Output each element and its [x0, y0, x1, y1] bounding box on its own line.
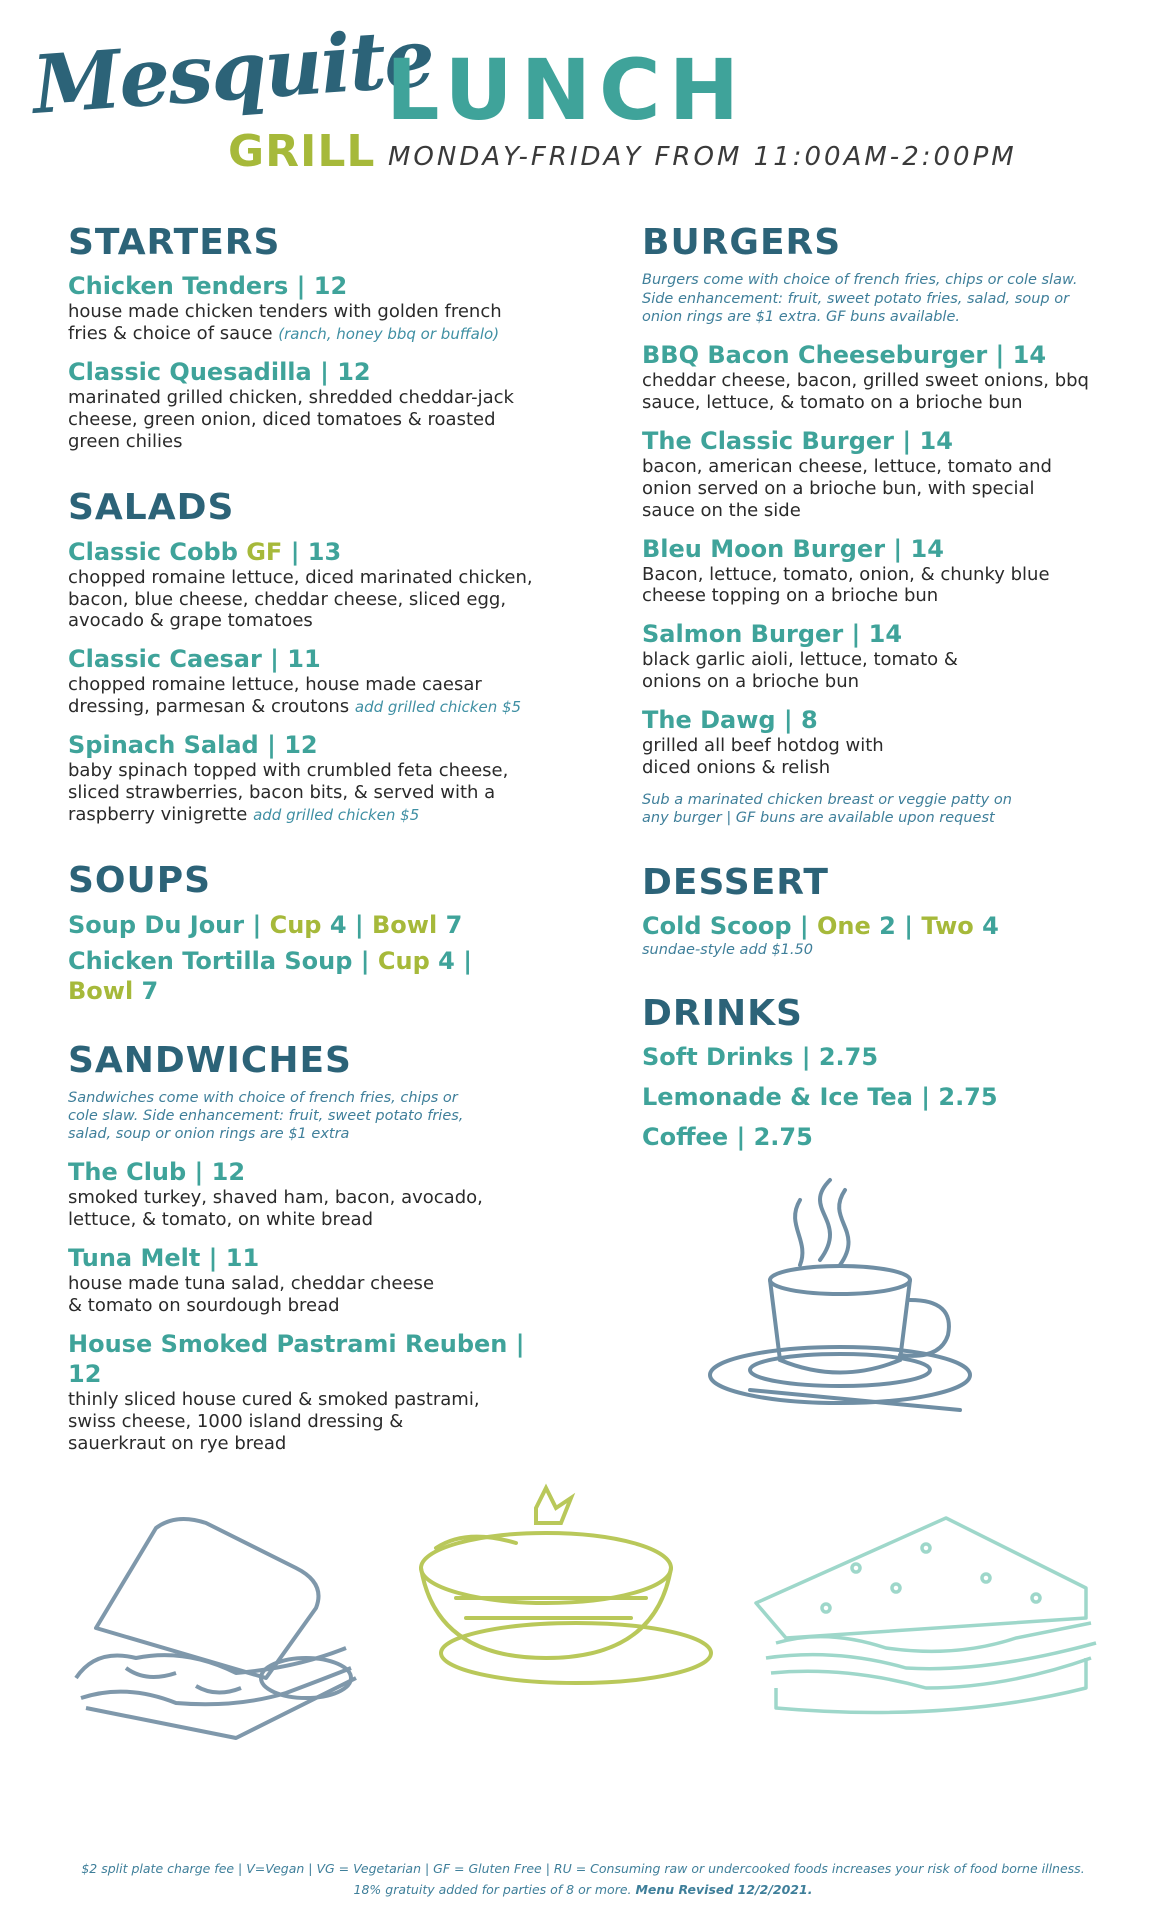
item-desc: house made tuna salad, cheddar cheese & tomato on sourdough bread	[68, 1273, 435, 1317]
dessert-note: sundae-style add $1.50	[642, 941, 813, 958]
item-desc: cheddar cheese, bacon, grilled sweet onions, bbq sauce, lettuce, & tomato on a brioche bun	[642, 369, 1089, 413]
item-name: Chicken Tenders | 12	[68, 272, 348, 301]
soup-bowl-icon	[396, 1468, 716, 1688]
item-name: Classic Quesadilla | 12	[68, 358, 371, 387]
item-desc: Bacon, lettuce, tomato, onion, & chunky blue cheese topping on a brioche bun	[642, 563, 1050, 607]
left-column	[68, 222, 538, 1489]
footer-line2: 18% gratuity added for parties of 8 or more.	[353, 1882, 632, 1898]
two-label: Two	[921, 911, 974, 940]
section-drinks	[642, 993, 1092, 1152]
bowl-price: 7	[141, 976, 159, 1005]
drink-item: Lemonade & Ice Tea | 2.75	[642, 1083, 998, 1112]
gf-badge: GF	[246, 537, 283, 566]
item-desc: chopped romaine lettuce, diced marinated chicken, bacon, blue cheese, cheddar cheese, sliced egg, avocado & grape tomatoes	[68, 566, 533, 632]
item-desc: black garlic aioli, lettuce, tomato & onions on a brioche bun	[642, 649, 958, 693]
cup-price: 4	[438, 946, 455, 975]
item-name: Spinach Salad | 12	[68, 731, 318, 760]
item-note: (ranch, honey bbq or buffalo)	[278, 325, 500, 344]
menu-revised: Menu Revised 12/2/2021.	[635, 1882, 813, 1898]
item-name: The Dawg | 8	[642, 706, 818, 735]
section-note: Sandwiches come with choice of french fries, chips or cole slaw. Side enhancement: fruit, sweet potato fries, salad, soup or onion rings are $1 extra	[68, 1089, 464, 1143]
drink-item: Soft Drinks | 2.75	[642, 1043, 879, 1072]
separator: |	[904, 911, 913, 940]
section-starters	[68, 222, 538, 453]
cup-label: Cup	[269, 910, 322, 939]
item-name: House Smoked Pastrami Reuben | 12	[68, 1330, 525, 1389]
one-price: 2	[879, 911, 896, 940]
club-sandwich-icon	[746, 1508, 1106, 1728]
item-name: Classic Caesar | 11	[68, 645, 321, 674]
item-name: Bleu Moon Burger | 14	[642, 534, 944, 563]
item-desc: marinated grilled chicken, shredded cheddar-jack cheese, green onion, diced tomatoes & roasted green chilies	[68, 387, 514, 453]
section-title: DRINKS	[642, 993, 803, 1035]
item-name: Soup Du Jour | Cup 4 | Bowl 7	[68, 910, 463, 939]
item-note: add grilled chicken $5	[354, 698, 522, 717]
item-desc-text: baby spinach topped with crumbled feta cheese, sliced strawberries, bacon bits, & served with a raspberry vinigrette	[68, 760, 509, 826]
item-name: BBQ Bacon Cheeseburger | 14	[642, 340, 1047, 369]
section-dessert	[642, 862, 1092, 960]
section-title: BURGERS	[642, 222, 842, 263]
item-desc	[68, 301, 538, 345]
item-name: Chicken Tortilla Soup | Cup 4 | Bowl 7	[68, 946, 472, 1005]
page-title: LUNCH	[386, 41, 747, 139]
footer-line1: $2 split plate charge fee | V=Vegan | VG = Vegetarian | GF = Gluten Free | RU = Consuming raw or undercooked foods increases your risk of food borne illness.	[81, 1861, 1085, 1876]
item-name-text: Classic Cobb	[68, 537, 238, 566]
one-label: One	[817, 911, 871, 940]
section-burgers	[642, 222, 1092, 828]
item-desc: bacon, american cheese, lettuce, tomato and onion served on a brioche bun, with special sauce on the side	[642, 455, 1052, 521]
coffee-cup-icon	[700, 1170, 980, 1430]
section-title: SOUPS	[68, 860, 212, 902]
logo-mesquite: Mesquite	[29, 10, 436, 132]
item-desc-text: house made chicken tenders with golden french fries & choice of sauce	[68, 301, 502, 345]
item-desc-text: chopped romaine lettuce, house made caesar dressing, parmesan & croutons	[68, 674, 482, 718]
cup-price: 4	[329, 910, 347, 939]
item-name: Salmon Burger | 14	[642, 620, 903, 649]
section-title: SALADS	[68, 487, 235, 529]
item-desc: grilled all beef hotdog with diced onions & relish	[642, 735, 884, 779]
bowl-price: 7	[445, 910, 463, 939]
sandwich-icon	[66, 1508, 376, 1748]
item-desc	[68, 674, 538, 718]
bowl-label: Bowl	[372, 910, 438, 939]
bowl-label: Bowl	[68, 976, 134, 1005]
drink-item: Coffee | 2.75	[642, 1123, 813, 1152]
section-title: STARTERS	[68, 222, 281, 263]
section-note: Burgers come with choice of french fries, chips or cole slaw. Side enhancement: fruit, sweet potato fries, salad, soup or onion rings are $1 extra. GF buns available.	[642, 272, 1078, 325]
item-name	[642, 911, 1092, 941]
two-price: 4	[982, 911, 999, 940]
item-name	[68, 537, 538, 567]
hours-subtitle: MONDAY-FRIDAY FROM 11:00AM-2:00PM	[388, 142, 1017, 172]
item-note: add grilled chicken $5	[253, 806, 420, 825]
section-sandwiches	[68, 1040, 538, 1455]
item-desc	[68, 760, 538, 826]
section-title: SANDWICHES	[68, 1039, 352, 1081]
item-name-text: Chicken Tortilla Soup |	[68, 946, 370, 975]
item-name-text: Cold Scoop |	[642, 911, 809, 940]
item-name: The Classic Burger | 14	[642, 426, 953, 455]
cup-label: Cup	[377, 946, 430, 975]
item-desc: smoked turkey, shaved ham, bacon, avocado, lettuce, & tomato, on white bread	[68, 1187, 483, 1231]
section-salads	[68, 487, 538, 826]
footer	[0, 1858, 1166, 1901]
burger-sub-note: Sub a marinated chicken breast or veggie patty on any burger | GF buns are available upon request	[642, 792, 1012, 827]
item-name-text: Soup Du Jour |	[68, 910, 262, 939]
item-name: The Club | 12	[68, 1158, 246, 1187]
section-soups	[68, 860, 538, 1005]
logo-grill: GRILL	[228, 126, 376, 177]
item-desc: thinly sliced house cured & smoked pastrami, swiss cheese, 1000 island dressing & sauerkraut on rye bread	[68, 1389, 480, 1455]
footer-line2-wrap	[0, 1879, 1166, 1900]
item-price: | 13	[290, 537, 342, 566]
right-column	[642, 222, 1092, 1186]
item-name: Tuna Melt | 11	[68, 1244, 260, 1273]
section-title: DESSERT	[642, 861, 829, 903]
